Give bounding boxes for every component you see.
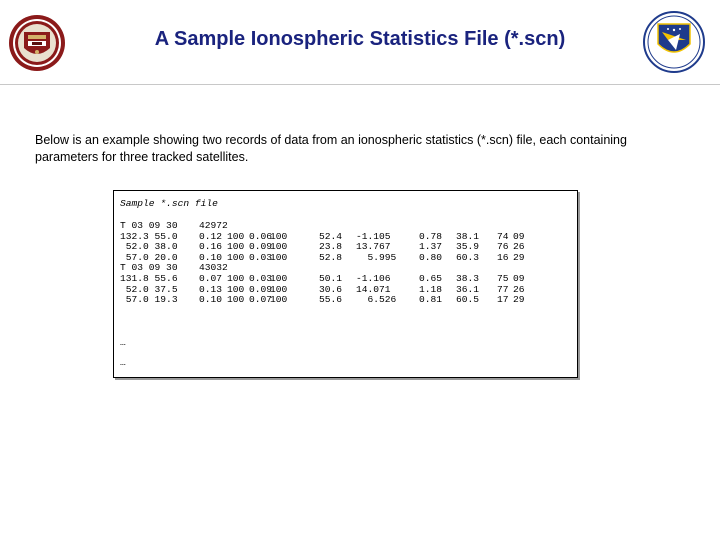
file-field: 76	[497, 241, 509, 253]
file-field: 23.8	[319, 241, 343, 253]
file-field: 0.80	[419, 251, 443, 263]
file-field: 0.78	[419, 230, 443, 242]
file-field: 100	[227, 283, 245, 295]
file-field: 09	[513, 230, 525, 242]
ellipsis-2: …	[120, 357, 126, 368]
file-field: 55.6	[319, 294, 343, 306]
file-field: 77	[497, 283, 509, 295]
file-field: 5.995	[356, 251, 397, 263]
file-field: 0.07	[249, 294, 273, 306]
file-field: 13.767	[356, 241, 391, 253]
file-field: 100	[227, 272, 245, 284]
file-field: 0.10	[199, 294, 223, 306]
page-title: A Sample Ionospheric Statistics File (*.scn)	[154, 28, 566, 50]
file-field: T 03 09 30	[120, 262, 178, 274]
file-field: 29	[513, 251, 525, 263]
file-field: 38.1	[456, 230, 480, 242]
file-field: 09	[513, 272, 525, 284]
file-field: 26	[513, 283, 525, 295]
file-field: 38.3	[456, 272, 480, 284]
file-field: 57.0 20.0	[120, 251, 178, 263]
file-field: 6.526	[356, 294, 397, 306]
file-field: 42972	[199, 220, 228, 231]
file-field: 100	[270, 241, 288, 253]
file-field: 60.3	[456, 251, 480, 263]
file-field: 132.3 55.0	[120, 230, 178, 242]
file-field: 52.8	[319, 251, 343, 263]
file-field: 0.09	[249, 283, 273, 295]
file-field: 0.65	[419, 272, 443, 284]
file-field: 52.4	[319, 230, 343, 242]
file-field: -1.105	[356, 230, 391, 242]
file-field: 60.5	[456, 294, 480, 306]
file-field: 100	[227, 251, 245, 263]
file-field: T 03 09 30	[120, 220, 178, 231]
file-field: 16	[497, 251, 509, 263]
file-field: 0.07	[199, 272, 223, 284]
file-listing-title: Sample *.scn file	[120, 198, 218, 209]
file-field: 43032	[199, 262, 228, 274]
file-field: 0.06	[249, 230, 273, 242]
file-field: 17	[497, 294, 509, 306]
file-field: 52.0 38.0	[120, 241, 178, 253]
file-field: 0.81	[419, 294, 443, 306]
file-field: 30.6	[319, 283, 343, 295]
file-field: 35.9	[456, 241, 480, 253]
scn-file-listing	[113, 190, 578, 378]
file-field: 131.8 55.6	[120, 272, 178, 284]
file-field: 100	[227, 294, 245, 306]
file-field: 100	[270, 283, 288, 295]
file-field: 100	[270, 251, 288, 263]
file-field: 1.37	[419, 241, 443, 253]
file-field: 36.1	[456, 283, 480, 295]
file-field: 0.03	[249, 272, 273, 284]
file-field: 26	[513, 241, 525, 253]
file-field: 29	[513, 294, 525, 306]
file-field: -1.106	[356, 272, 391, 284]
file-field: 100	[270, 294, 288, 306]
file-field: 50.1	[319, 272, 343, 284]
file-field: 0.09	[249, 241, 273, 253]
file-field: 0.10	[199, 251, 223, 263]
file-field: 100	[270, 230, 288, 242]
file-field: 0.13	[199, 283, 223, 295]
file-field: 0.16	[199, 241, 223, 253]
file-field: 0.12	[199, 230, 223, 242]
file-field: 100	[227, 241, 245, 253]
ellipsis-1: …	[120, 337, 126, 348]
file-field: 75	[497, 272, 509, 284]
file-field: 0.03	[249, 251, 273, 263]
file-field: 14.071	[356, 283, 391, 295]
file-field: 100	[270, 272, 288, 284]
file-field: 74	[497, 230, 509, 242]
header-divider	[0, 84, 720, 85]
file-field: 52.0 37.5	[120, 283, 178, 295]
air-force-research-laboratory-shield-icon	[640, 10, 708, 74]
file-field: 1.18	[419, 283, 443, 295]
file-field: 100	[227, 230, 245, 242]
file-field: 57.0 19.3	[120, 294, 178, 306]
intro-paragraph: Below is an example showing two records of data from an ionospheric statistics (*.scn) file, each containing parameters for three tracked satellites.	[35, 133, 627, 164]
boston-college-seal-icon	[8, 12, 66, 74]
